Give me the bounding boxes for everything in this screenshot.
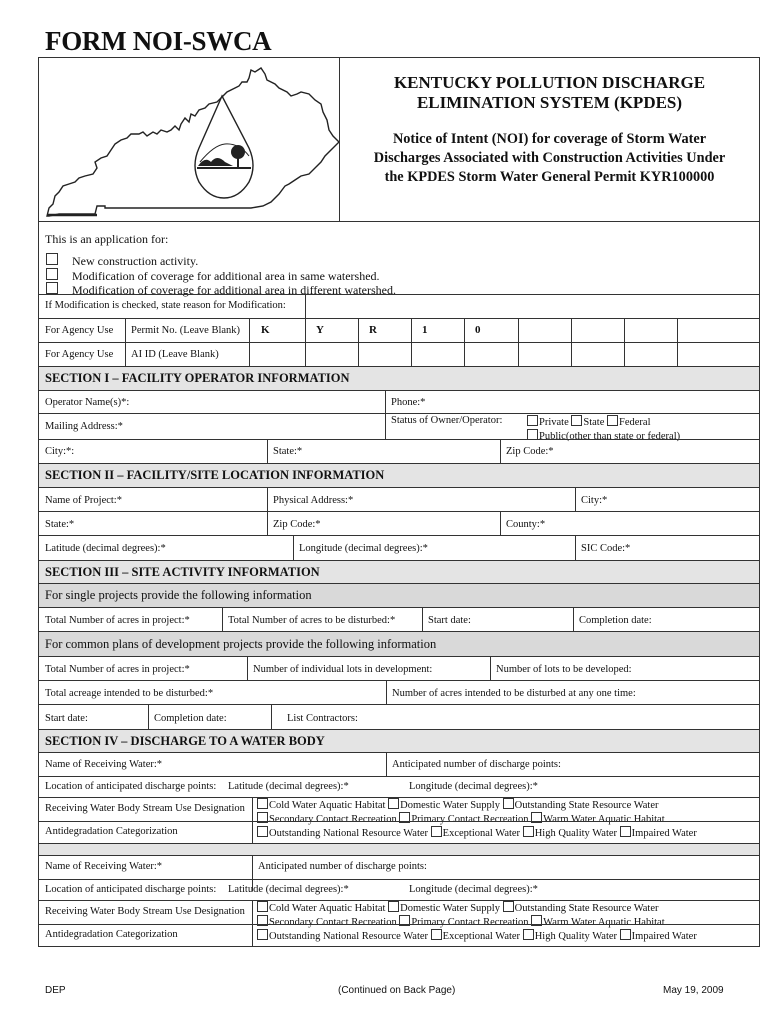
section4-header: SECTION IV – DISCHARGE TO A WATER BODY xyxy=(39,729,759,753)
site-zip-label[interactable]: Zip Code:* xyxy=(273,519,321,530)
outstanding-state-checkbox[interactable] xyxy=(503,901,514,912)
discharge-points-1[interactable]: Anticipated number of discharge points: xyxy=(392,759,561,770)
list-contractors[interactable]: List Contractors: xyxy=(287,713,358,724)
form-title: FORM NOI-SWCA xyxy=(45,26,272,56)
notice-line1: Notice of Intent (NOI) for coverage of Storm Water xyxy=(392,131,707,147)
common-individual-lots[interactable]: Number of individual lots in development: xyxy=(253,664,433,675)
location-label-2: Location of anticipated discharge points: xyxy=(45,884,217,895)
single-completion-date[interactable]: Completion date: xyxy=(579,615,652,626)
operator-name-label[interactable]: Operator Name(s)*: xyxy=(45,397,130,408)
agency-use-label-2: For Agency Use xyxy=(45,349,114,360)
use-designation-label-2: Receiving Water Body Stream Use Designation xyxy=(45,906,245,917)
discharge-points-2[interactable]: Anticipated number of discharge points: xyxy=(258,861,427,872)
checkbox[interactable] xyxy=(46,253,58,265)
common-start-date[interactable]: Start date: xyxy=(45,713,88,724)
single-start-date[interactable]: Start date: xyxy=(428,615,471,626)
form-frame xyxy=(38,57,760,947)
header-title-block xyxy=(340,58,759,221)
discharge-longitude-1[interactable]: Longitude (decimal degrees):* xyxy=(409,781,538,792)
county-label[interactable]: County:* xyxy=(506,519,546,530)
single-projects-header: For single projects provide the following information xyxy=(39,583,759,608)
modification-reason-label: If Modification is checked, state reason for Modification: xyxy=(45,300,286,311)
outstanding-state-checkbox[interactable] xyxy=(503,798,514,809)
common-lots-to-develop[interactable]: Number of lots to be developed: xyxy=(496,664,632,675)
agency-title-line2: ELIMINATION SYSTEM (KPDES) xyxy=(416,93,683,112)
antideg-options-2: Outstanding National Resource Water Exceptional Water High Quality Water Impaired Water xyxy=(257,929,697,942)
kentucky-logo-icon xyxy=(39,58,340,221)
latitude-label[interactable]: Latitude (decimal degrees):* xyxy=(45,543,166,554)
city-label[interactable]: City:*: xyxy=(45,446,75,457)
mailing-address-label[interactable]: Mailing Address:* xyxy=(45,421,123,432)
checkbox[interactable] xyxy=(46,282,58,294)
agency-title-line1: KENTUCKY POLLUTION DISCHARGE xyxy=(393,73,706,92)
use-designation-label-1: Receiving Water Body Stream Use Designation xyxy=(45,803,245,814)
single-total-acres[interactable]: Total Number of acres in project:* xyxy=(45,615,190,626)
antideg-label-1: Antidegradation Categorization xyxy=(45,826,178,837)
receiving-water-1[interactable]: Name of Receiving Water:* xyxy=(45,759,163,770)
permit-char-k: K xyxy=(261,324,270,336)
receiving-water-2[interactable]: Name of Receiving Water:* xyxy=(45,861,163,872)
sic-code-label[interactable]: SIC Code:* xyxy=(581,543,631,554)
status-owner-label: Status of Owner/Operator: xyxy=(391,415,503,426)
impaired-water-checkbox[interactable] xyxy=(620,826,631,837)
notice-line3: the KPDES Storm Water General Permit KYR100000 xyxy=(384,169,715,185)
application-options xyxy=(46,253,396,297)
antideg-options-1: Outstanding National Resource Water Exceptional Water High Quality Water Impaired Water xyxy=(257,826,697,839)
location-label-1: Location of anticipated discharge points: xyxy=(45,781,217,792)
phone-label[interactable]: Phone:* xyxy=(391,397,426,408)
site-city-label[interactable]: City:* xyxy=(581,495,608,506)
state-label[interactable]: State:* xyxy=(273,446,303,457)
option-new-construction[interactable]: New construction activity. xyxy=(46,253,396,268)
common-plans-header: For common plans of development projects provide the following information xyxy=(39,631,759,657)
onrw-checkbox[interactable] xyxy=(257,826,268,837)
checkbox[interactable] xyxy=(46,268,58,280)
common-acres-one-time[interactable]: Number of acres intended to be disturbed at any one time: xyxy=(392,688,636,699)
notice-line2: Discharges Associated with Construction Activities Under xyxy=(373,150,726,166)
section2-header: SECTION II – FACILITY/SITE LOCATION INFORMATION xyxy=(39,463,759,488)
discharge-latitude-2[interactable]: Latitude (decimal degrees):* xyxy=(228,884,349,895)
exceptional-water-checkbox[interactable] xyxy=(431,826,442,837)
modification-reason-input[interactable] xyxy=(306,295,759,318)
use-designation-options-2: Cold Water Aquatic Habitat Domestic Water Supply Outstanding State Resource Water Secondary Contact Recreation Primary Contact Recreation Warm Water Aquatic Habitat xyxy=(257,901,665,928)
single-acres-disturbed[interactable]: Total Number of acres to be disturbed:* xyxy=(228,615,396,626)
site-state-label[interactable]: State:* xyxy=(45,519,75,530)
zip-label[interactable]: Zip Code:* xyxy=(506,446,554,457)
common-completion-date[interactable]: Completion date: xyxy=(154,713,227,724)
ai-id-label: AI ID (Leave Blank) xyxy=(131,349,219,360)
footer-left: DEP xyxy=(45,985,66,996)
discharge-latitude-1[interactable]: Latitude (decimal degrees):* xyxy=(228,781,349,792)
status-federal-checkbox[interactable] xyxy=(607,415,618,426)
permit-char-r: R xyxy=(369,324,377,336)
common-acreage-disturbed[interactable]: Total acreage intended to be disturbed:* xyxy=(45,688,214,699)
status-state-checkbox[interactable] xyxy=(571,415,582,426)
use-designation-options-1: Cold Water Aquatic Habitat Domestic Water Supply Outstanding State Resource Water Secondary Contact Recreation Primary Contact Recreation Warm Water Aquatic Habitat xyxy=(257,798,665,825)
footer-date: May 19, 2009 xyxy=(663,985,724,996)
section3-header: SECTION III – SITE ACTIVITY INFORMATION xyxy=(39,560,759,584)
status-private-checkbox[interactable] xyxy=(527,415,538,426)
agency-use-label: For Agency Use xyxy=(45,325,114,336)
high-quality-checkbox[interactable] xyxy=(523,826,534,837)
permit-char-y: Y xyxy=(316,324,324,336)
cold-water-checkbox[interactable] xyxy=(257,901,268,912)
permit-char-1: 1 xyxy=(422,324,428,336)
longitude-label[interactable]: Longitude (decimal degrees):* xyxy=(299,543,428,554)
project-name-label[interactable]: Name of Project:* xyxy=(45,495,122,506)
onrw-checkbox[interactable] xyxy=(257,929,268,940)
permit-char-0: 0 xyxy=(475,324,481,336)
option-mod-same-watershed[interactable]: Modification of coverage for additional area in same watershed. xyxy=(46,268,396,283)
common-total-acres[interactable]: Total Number of acres in project:* xyxy=(45,664,190,675)
footer-center: (Continued on Back Page) xyxy=(338,985,456,996)
discharge-longitude-2[interactable]: Longitude (decimal degrees):* xyxy=(409,884,538,895)
block-separator xyxy=(39,843,759,856)
antideg-label-2: Antidegradation Categorization xyxy=(45,929,178,940)
high-quality-checkbox[interactable] xyxy=(523,929,534,940)
option-mod-diff-watershed[interactable]: Modification of coverage for additional area in different watershed. xyxy=(46,282,396,297)
application-prompt: This is an application for: xyxy=(45,232,169,246)
form-header xyxy=(39,58,759,222)
cold-water-checkbox[interactable] xyxy=(257,798,268,809)
status-options: Private State Federal Public(other than state or federal) xyxy=(527,415,680,443)
section1-header: SECTION I – FACILITY OPERATOR INFORMATION xyxy=(39,366,759,391)
exceptional-water-checkbox[interactable] xyxy=(431,929,442,940)
physical-address-label[interactable]: Physical Address:* xyxy=(273,495,354,506)
domestic-water-checkbox[interactable] xyxy=(388,798,399,809)
impaired-water-checkbox[interactable] xyxy=(620,929,631,940)
permit-no-label: Permit No. (Leave Blank) xyxy=(131,325,241,336)
domestic-water-checkbox[interactable] xyxy=(388,901,399,912)
